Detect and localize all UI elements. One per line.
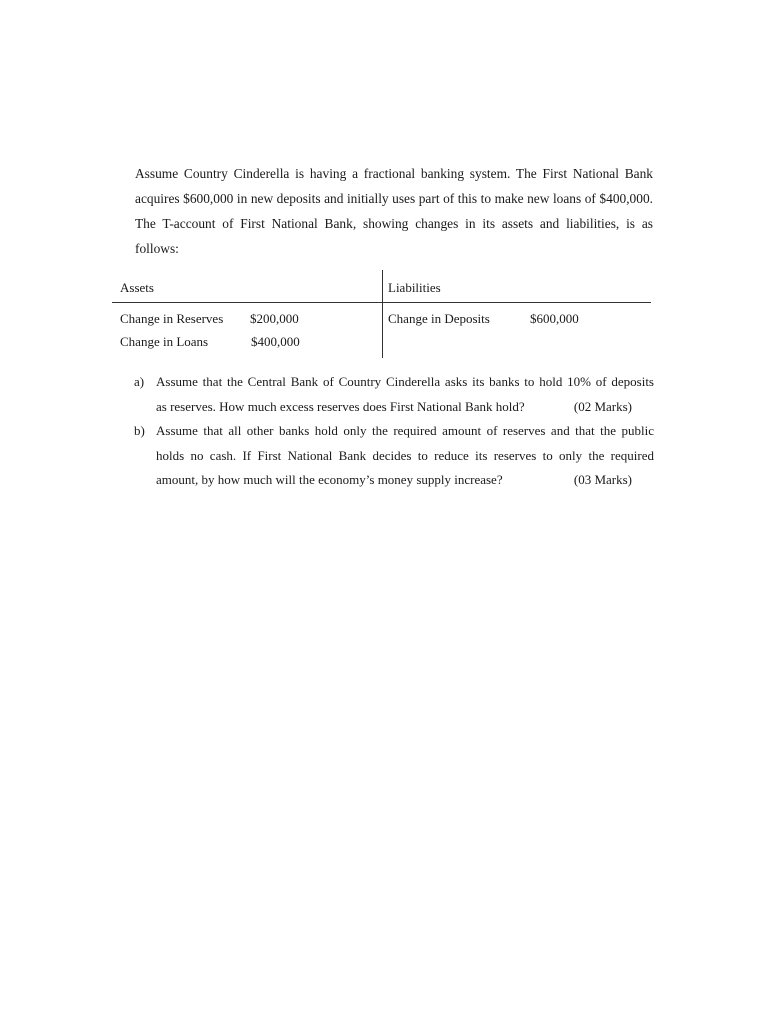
- t-account-horizontal-rule: [112, 302, 651, 303]
- question-a: [134, 370, 654, 419]
- question-line: as reserves. How much excess reserves does First National Bank hold?: [156, 398, 525, 414]
- question-line: Assume that all other banks hold only the required amount of reserves and that the public: [156, 423, 654, 438]
- question-line: holds no cash. If First National Bank decides to reduce its reserves to only the required: [156, 447, 654, 463]
- question-line: amount, by how much will the economy’s money supply increase?: [156, 472, 503, 487]
- assets-header: Assets: [120, 280, 154, 295]
- question-line: Assume that the Central Bank of Country Cinderella asks its banks to hold 10% of deposits: [156, 374, 654, 389]
- asset-label: Change in Loans: [120, 334, 209, 349]
- t-account: [112, 270, 652, 358]
- question-line-with-marks: [156, 395, 654, 420]
- asset-value: $400,000: [251, 334, 300, 349]
- t-account-vertical-rule: [382, 270, 383, 358]
- intro-line: follows:: [135, 241, 179, 256]
- intro-line: The T-account of First National Bank, showing changes in its assets and liabilities, is as: [135, 216, 653, 231]
- question-line-with-marks: [156, 468, 654, 493]
- questions: [134, 370, 654, 493]
- liability-value: $600,000: [530, 311, 579, 326]
- asset-label: Change in Reserves: [120, 311, 224, 326]
- asset-value: $200,000: [250, 311, 299, 326]
- liabilities-header: Liabilities: [388, 280, 441, 295]
- marks-badge: (03 Marks): [573, 472, 632, 487]
- question-b: [134, 419, 654, 493]
- question-label: b): [134, 423, 145, 438]
- question-label: a): [134, 374, 145, 389]
- intro-paragraph: [135, 161, 653, 261]
- intro-line: acquires $600,000 in new deposits and initially uses part of this to make new loans of $400,000.: [135, 191, 653, 206]
- liability-label: Change in Deposits: [388, 311, 490, 326]
- intro-line: Assume Country Cinderella is having a fractional banking system. The First National Bank: [135, 166, 653, 181]
- marks-badge: (02 Marks): [573, 398, 632, 414]
